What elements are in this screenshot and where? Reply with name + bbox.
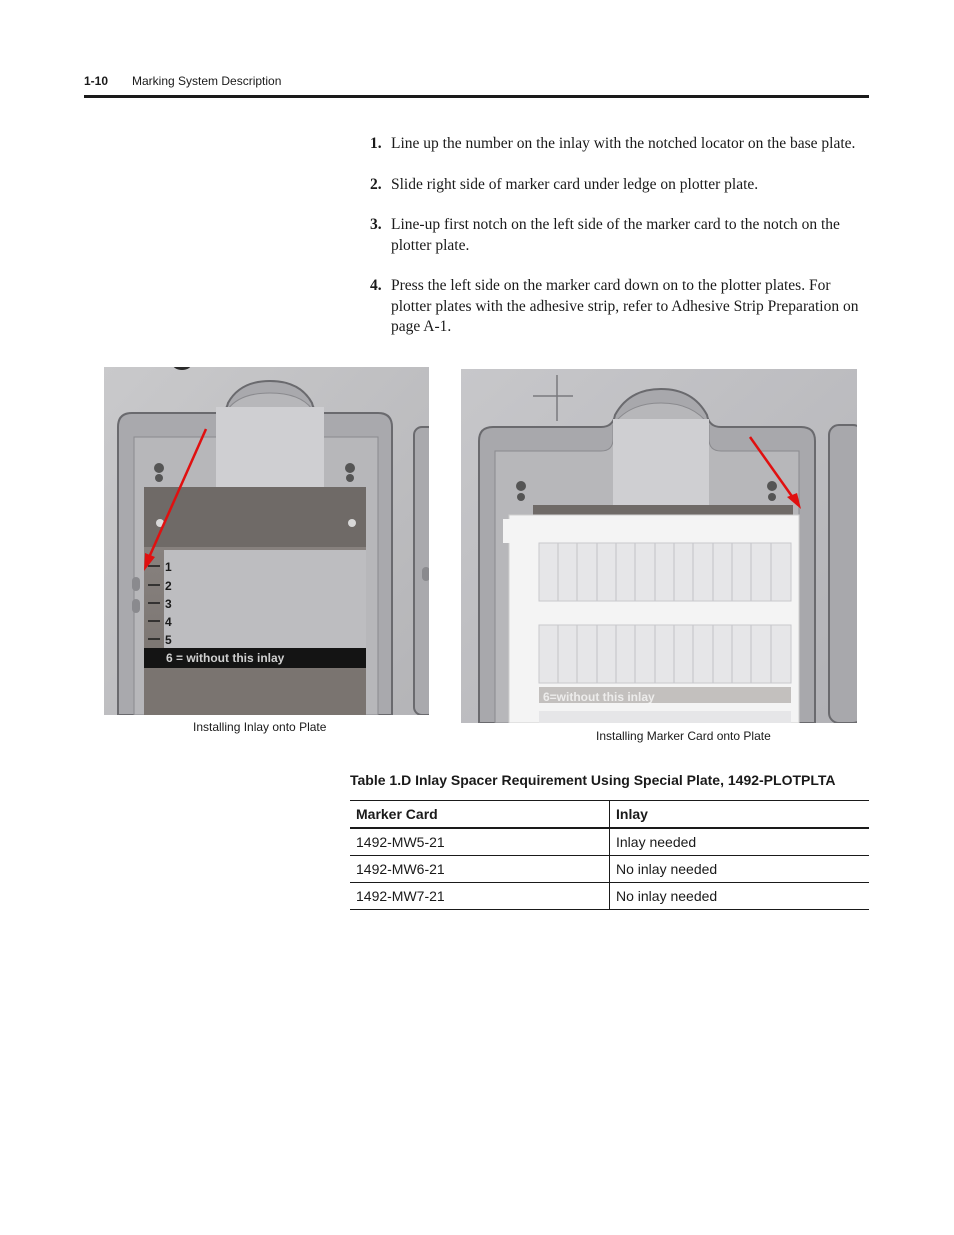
table-title: Table 1.D Inlay Spacer Requirement Using Special Plate, 1492-PLOTPLTA xyxy=(350,772,836,788)
column-header: Marker Card xyxy=(350,801,610,829)
step-3 xyxy=(370,215,870,256)
step-text: Line up the number on the inlay with the notched locator on the base plate. xyxy=(391,135,856,152)
inlay-number: 1 xyxy=(165,560,172,574)
section-title: Marking System Description xyxy=(132,74,282,88)
step-number: 4. xyxy=(370,277,382,294)
inlay-photo xyxy=(104,367,429,715)
figure-caption: Installing Marker Card onto Plate xyxy=(596,729,771,743)
table-row xyxy=(350,828,869,856)
inlay-number: 5 xyxy=(165,633,172,647)
inlay-number: 2 xyxy=(165,579,172,593)
instruction-steps xyxy=(370,134,870,338)
marker-card-cell: 1492-MW6-21 xyxy=(350,856,610,883)
inlay-number: 3 xyxy=(165,597,172,611)
marker-card-cell: 1492-MW5-21 xyxy=(350,828,610,856)
page-number: 1-10 xyxy=(84,74,109,88)
inlay-number: 4 xyxy=(165,615,172,629)
marker-card-cell: 1492-MW7-21 xyxy=(350,883,610,910)
inlay-band-text: 6 = without this inlay xyxy=(166,651,285,665)
table-header-row xyxy=(350,801,869,829)
step-1 xyxy=(370,134,870,155)
marker-card-photo xyxy=(461,369,857,723)
table-row xyxy=(350,856,869,883)
inlay-requirement-table xyxy=(350,800,869,910)
column-header: Inlay xyxy=(610,801,870,829)
figure-caption: Installing Inlay onto Plate xyxy=(193,720,327,734)
step-text: Slide right side of marker card under ledge on plotter plate. xyxy=(391,175,759,193)
page-header xyxy=(84,72,869,98)
step-number: 1. xyxy=(370,135,382,152)
step-2 xyxy=(370,175,870,196)
step-number: 3. xyxy=(370,216,382,233)
inlay-cell: Inlay needed xyxy=(610,828,870,856)
inlay-cell: No inlay needed xyxy=(610,856,870,883)
step-number: 2. xyxy=(370,175,382,193)
step-text: Line-up first notch on the left side of the marker card to the notch on the plotter plate. xyxy=(391,216,840,254)
table-row xyxy=(350,883,869,910)
header-rule xyxy=(84,95,869,98)
inlay-cell: No inlay needed xyxy=(610,883,870,910)
marker-band-text: 6=without this inlay xyxy=(543,690,655,704)
step-4 xyxy=(370,276,870,338)
step-text: Press the left side on the marker card down on to the plotter plates. For plotter plates with the adhesive strip, refer to Adhesive Strip Preparation on page A-1. xyxy=(391,277,859,335)
